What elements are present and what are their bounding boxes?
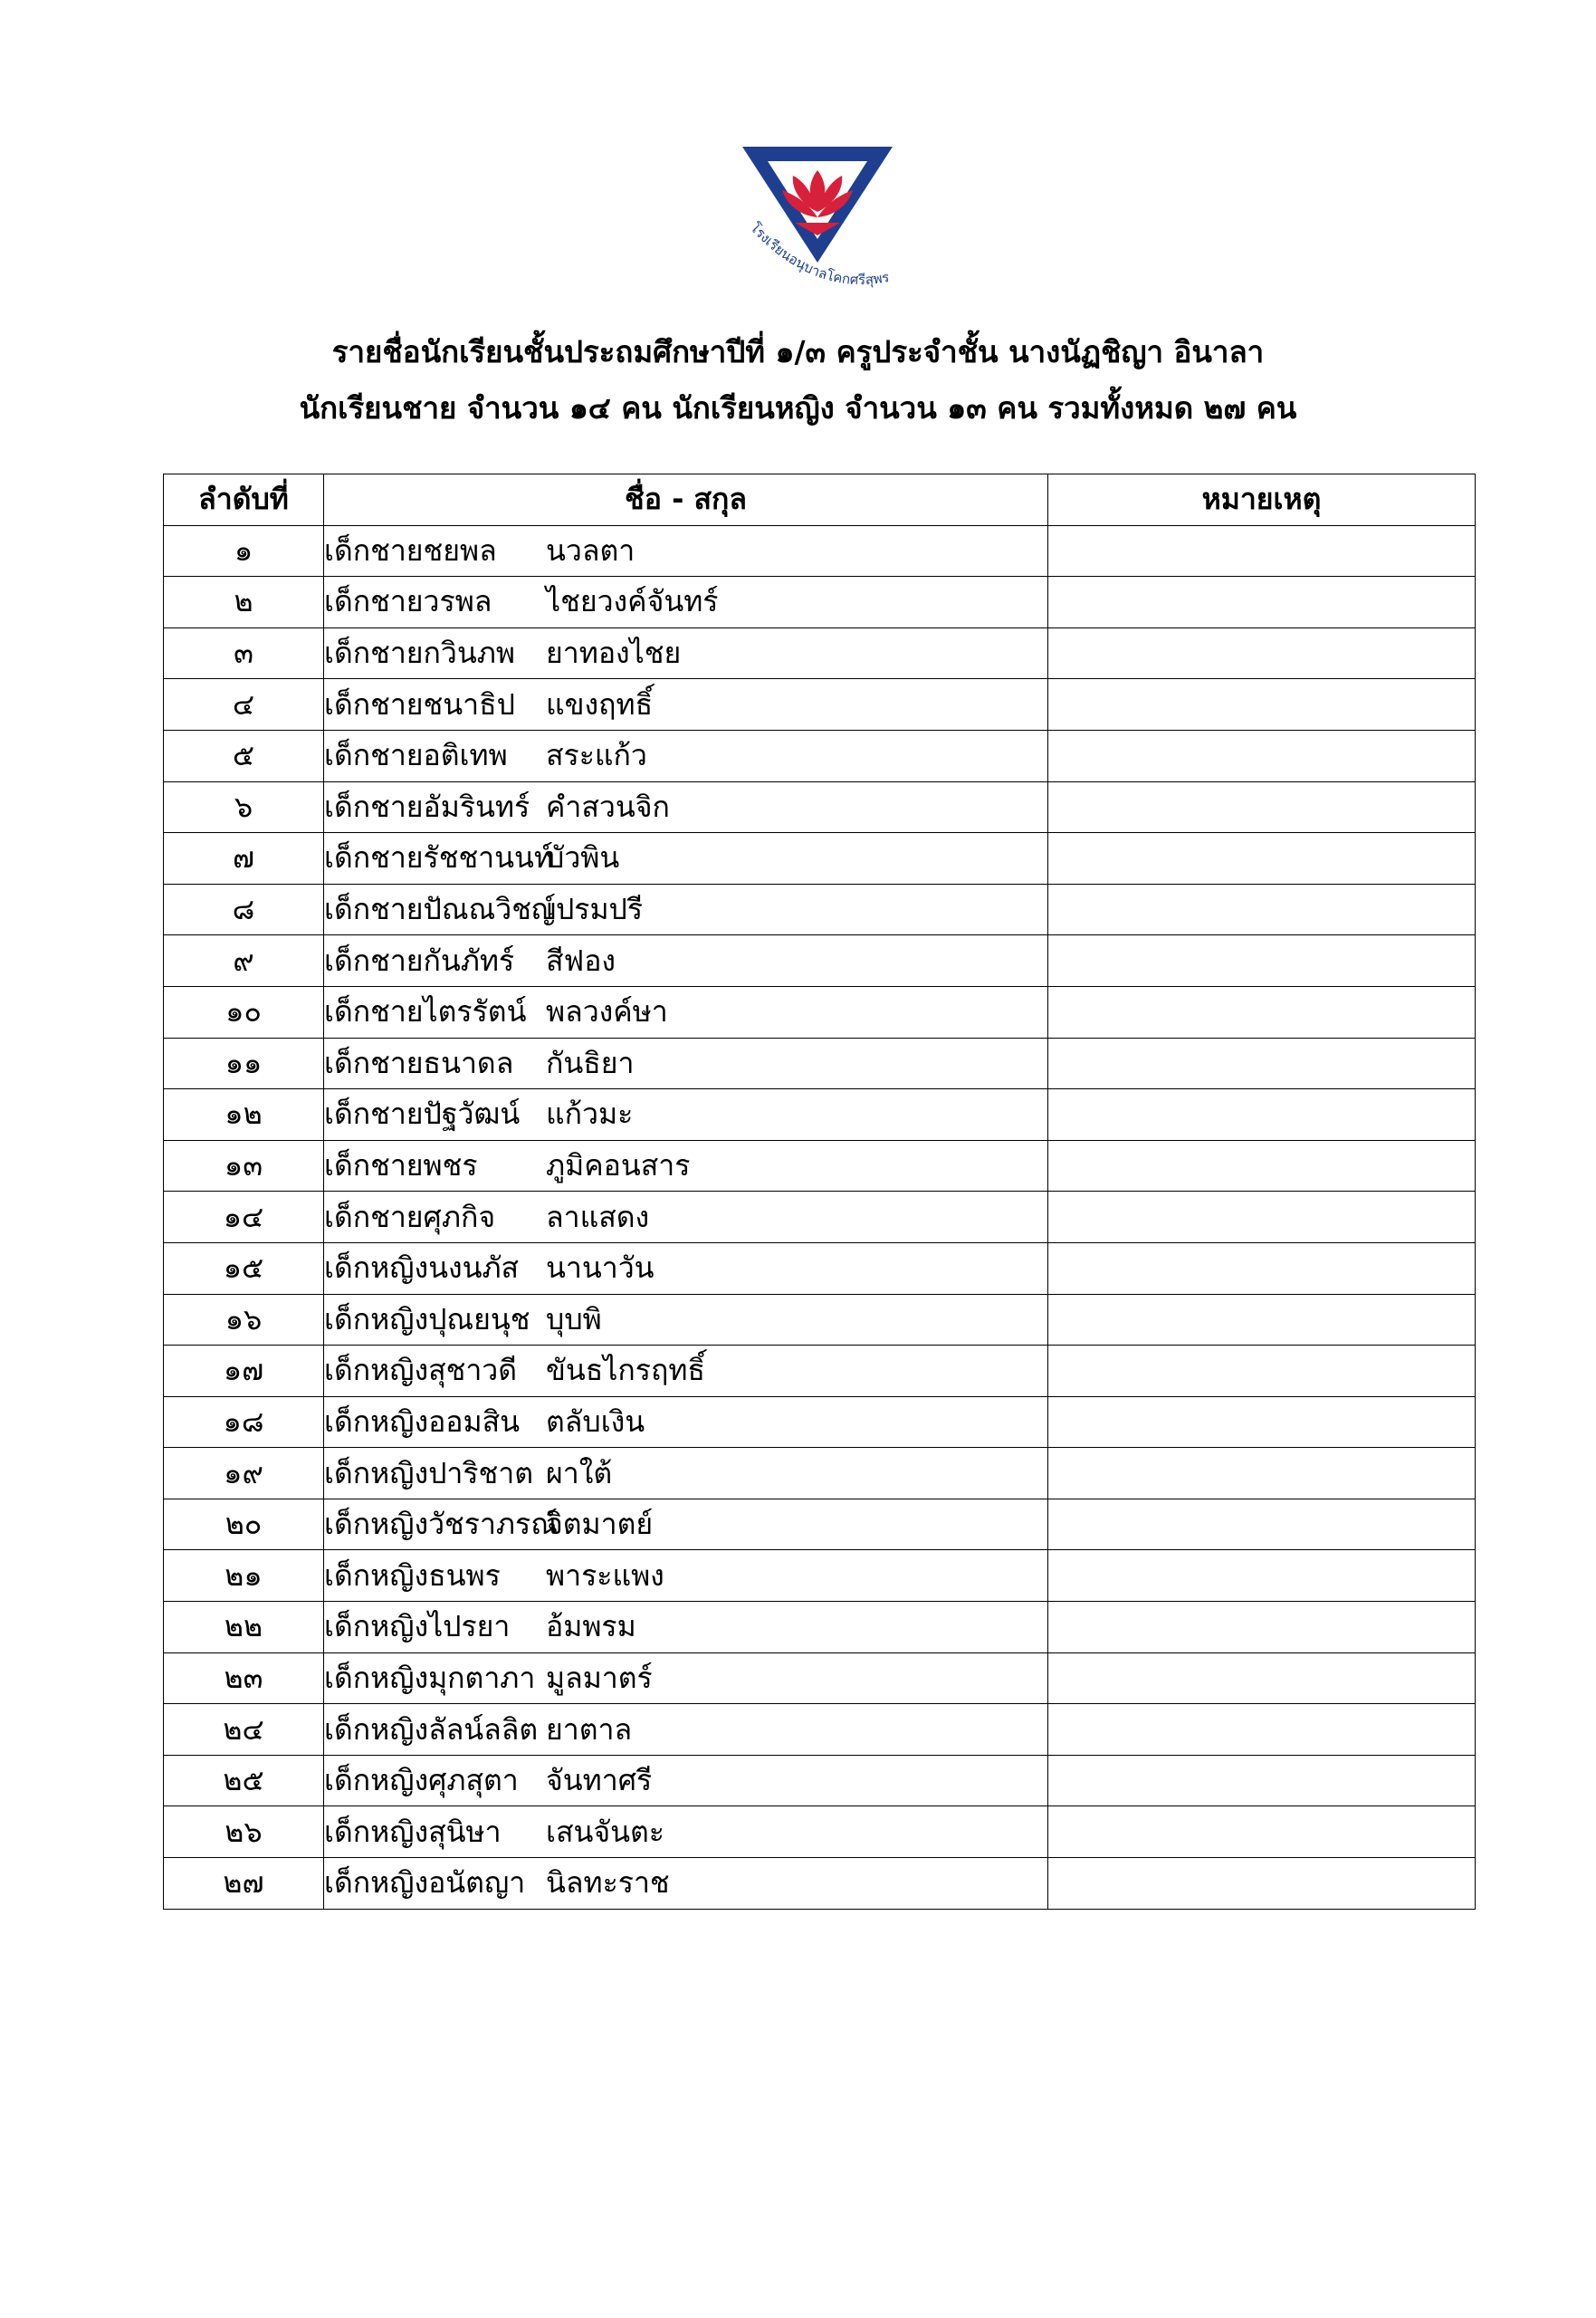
note-cell [1048, 1140, 1476, 1192]
student-surname: ขันธไกรฤทธิ์ [546, 1353, 705, 1388]
row-number: ๑๓ [164, 1140, 324, 1192]
student-surname: ผาใต้ [546, 1455, 613, 1490]
note-cell [1048, 1704, 1476, 1756]
student-name-cell [324, 1602, 1048, 1653]
student-name-cell [324, 1089, 1048, 1141]
student-surname: บัวพิน [546, 840, 620, 876]
student-surname: สระแก้ว [546, 738, 647, 773]
table-row [164, 1858, 1476, 1910]
row-number: ๑๑ [164, 1038, 324, 1089]
table-row [164, 1140, 1476, 1192]
student-name-cell [324, 986, 1048, 1038]
note-cell [1048, 1602, 1476, 1653]
student-given-name: เด็กชายรัชชานนท์ [324, 840, 553, 876]
student-given-name: เด็กหญิงสุนิษา [324, 1814, 502, 1849]
row-number: ๑๒ [164, 1089, 324, 1141]
row-number: ๖ [164, 781, 324, 833]
student-surname: ภูมิคอนสาร [546, 1148, 691, 1183]
student-given-name: เด็กหญิงธนพร [324, 1557, 501, 1593]
student-given-name: เด็กชายกวินภพ [324, 636, 515, 671]
note-cell [1048, 1294, 1476, 1346]
student-name-cell [324, 1858, 1048, 1910]
student-name-cell [324, 1242, 1048, 1294]
table-row [164, 1499, 1476, 1550]
student-given-name: เด็กหญิงนงนภัส [324, 1250, 520, 1286]
student-given-name: เด็กหญิงออมสิน [324, 1403, 521, 1439]
table-row [164, 1192, 1476, 1243]
table-row [164, 1294, 1476, 1346]
logo-text: โรงเรียนอนุบาลโคกศรีสุพร [747, 219, 891, 289]
note-cell [1048, 577, 1476, 628]
student-surname: คำสวนจิก [546, 789, 670, 824]
student-surname: เปรมปรี [546, 892, 644, 927]
student-roster-table [163, 474, 1476, 1910]
table-row [164, 884, 1476, 935]
student-surname: นิลทะราช [546, 1865, 670, 1901]
table-row [164, 1346, 1476, 1397]
note-cell [1048, 884, 1476, 935]
note-cell [1048, 781, 1476, 833]
student-given-name: เด็กหญิงศุภสุตา [324, 1763, 519, 1798]
student-given-name: เด็กชายปัณณวิชญ์ [324, 892, 557, 927]
table-row [164, 1089, 1476, 1141]
row-number: ๔ [164, 679, 324, 731]
note-cell [1048, 1550, 1476, 1602]
student-surname: ไชยวงค์จันทร์ [546, 584, 719, 619]
column-header-note: หมายเหตุ [1048, 474, 1476, 526]
student-surname: แก้วมะ [546, 1097, 634, 1132]
student-surname: กันธิยา [546, 1045, 635, 1080]
student-given-name: เด็กชายวรพล [324, 584, 492, 619]
student-name-cell [324, 1652, 1048, 1704]
row-number: ๒๖ [164, 1806, 324, 1858]
student-given-name: เด็กหญิงปาริชาต [324, 1455, 534, 1490]
note-cell [1048, 525, 1476, 577]
note-cell [1048, 1242, 1476, 1294]
student-name-cell [324, 577, 1048, 628]
row-number: ๗ [164, 833, 324, 885]
student-name-cell [324, 1038, 1048, 1089]
table-header-row [164, 474, 1476, 526]
column-header-name: ชื่อ - สกุล [324, 474, 1048, 526]
row-number: ๒๐ [164, 1499, 324, 1550]
note-cell [1048, 986, 1476, 1038]
student-name-cell [324, 1704, 1048, 1756]
row-number: ๒๒ [164, 1602, 324, 1653]
student-name-cell [324, 627, 1048, 679]
row-number: ๒๔ [164, 1704, 324, 1756]
student-surname: จิตมาตย์ [546, 1507, 654, 1542]
row-number: ๙ [164, 935, 324, 987]
student-surname: พาระแพง [546, 1557, 664, 1593]
note-cell [1048, 1858, 1476, 1910]
student-name-cell [324, 1448, 1048, 1499]
table-row [164, 577, 1476, 628]
student-surname: นวลตา [546, 532, 636, 568]
table-row [164, 525, 1476, 577]
table-row [164, 1704, 1476, 1756]
table-row [164, 1038, 1476, 1089]
student-given-name: เด็กหญิงอนัตญา [324, 1865, 526, 1901]
table-row [164, 627, 1476, 679]
student-name-cell [324, 884, 1048, 935]
table-row [164, 1755, 1476, 1806]
note-cell [1048, 1038, 1476, 1089]
row-number: ๒๑ [164, 1550, 324, 1602]
note-cell [1048, 1806, 1476, 1858]
note-cell [1048, 1499, 1476, 1550]
table-row [164, 1806, 1476, 1858]
row-number: ๑๗ [164, 1346, 324, 1397]
student-given-name: เด็กชายปัฐวัฒน์ [324, 1097, 521, 1132]
student-given-name: เด็กหญิงวัชราภรณ์ [324, 1507, 558, 1542]
student-given-name: เด็กชายอติเทพ [324, 738, 508, 773]
student-name-cell [324, 1192, 1048, 1243]
note-cell [1048, 627, 1476, 679]
student-name-cell [324, 1806, 1048, 1858]
student-surname: จันทาศรี [546, 1763, 653, 1798]
row-number: ๑๖ [164, 1294, 324, 1346]
table-row [164, 935, 1476, 987]
table-body [164, 525, 1476, 1909]
student-given-name: เด็กชายธนาดล [324, 1045, 514, 1080]
student-name-cell [324, 1550, 1048, 1602]
note-cell [1048, 1652, 1476, 1704]
table-row [164, 730, 1476, 781]
row-number: ๒๕ [164, 1755, 324, 1806]
student-name-cell [324, 1755, 1048, 1806]
student-name-cell [324, 1499, 1048, 1550]
note-cell [1048, 679, 1476, 731]
note-cell [1048, 1089, 1476, 1141]
table-row [164, 1602, 1476, 1653]
row-number: ๑๘ [164, 1396, 324, 1448]
row-number: ๓ [164, 627, 324, 679]
student-given-name: เด็กหญิงปุณยนุช [324, 1301, 530, 1336]
student-given-name: เด็กชายไตรรัตน์ [324, 994, 527, 1030]
student-surname: ยาทองไชย [546, 636, 682, 671]
note-cell [1048, 1448, 1476, 1499]
school-logo [731, 145, 913, 308]
page-title: รายชื่อนักเรียนชั้นประถมศึกษาปีที่ ๑/๓ ครูประจำชั้น นางนัฏชิญา อินาลา [331, 334, 1265, 369]
student-surname: ลาแสดง [546, 1199, 650, 1234]
student-name-cell [324, 679, 1048, 731]
row-number: ๑๔ [164, 1192, 324, 1243]
table-row [164, 1448, 1476, 1499]
row-number: ๑๕ [164, 1242, 324, 1294]
row-number: ๘ [164, 884, 324, 935]
note-cell [1048, 1346, 1476, 1397]
row-number: ๑๙ [164, 1448, 324, 1499]
student-name-cell [324, 833, 1048, 885]
table-row [164, 679, 1476, 731]
student-surname: มูลมาตร์ [546, 1660, 653, 1695]
student-surname: ตลับเงิน [546, 1403, 645, 1439]
school-logo-emblem-icon [731, 145, 913, 308]
note-cell [1048, 1755, 1476, 1806]
student-given-name: เด็กหญิงไปรยา [324, 1609, 511, 1644]
table-row [164, 1242, 1476, 1294]
student-surname: พลวงค์ษา [546, 994, 668, 1030]
table-row [164, 1550, 1476, 1602]
student-name-cell [324, 1140, 1048, 1192]
student-surname: อ้มพรม [546, 1609, 636, 1644]
student-name-cell [324, 1346, 1048, 1397]
row-number: ๑ [164, 525, 324, 577]
row-number: ๒๗ [164, 1858, 324, 1910]
student-given-name: เด็กชายอัมรินทร์ [324, 789, 530, 824]
student-name-cell [324, 1294, 1048, 1346]
student-name-cell [324, 781, 1048, 833]
student-given-name: เด็กชายชนาธิป [324, 686, 515, 722]
note-cell [1048, 1396, 1476, 1448]
table-row [164, 833, 1476, 885]
column-header-number: ลำดับที่ [164, 474, 324, 526]
row-number: ๒๓ [164, 1652, 324, 1704]
student-given-name: เด็กหญิงมุกตาภา [324, 1660, 536, 1695]
table-row [164, 1396, 1476, 1448]
row-number: ๒ [164, 577, 324, 628]
student-surname: เสนจันตะ [546, 1814, 664, 1849]
student-name-cell [324, 1396, 1048, 1448]
student-name-cell [324, 935, 1048, 987]
student-surname: สีฟอง [546, 943, 616, 978]
table-row [164, 781, 1476, 833]
student-name-cell [324, 730, 1048, 781]
student-surname: แขงฤทธิ์ [546, 686, 654, 722]
student-given-name: เด็กชายพชร [324, 1148, 478, 1183]
student-surname: บุบพิ [546, 1301, 602, 1336]
table-row [164, 986, 1476, 1038]
student-given-name: เด็กชายกันภัทร์ [324, 943, 515, 978]
note-cell [1048, 935, 1476, 987]
table-row [164, 1652, 1476, 1704]
row-number: ๕ [164, 730, 324, 781]
student-surname: ยาตาล [546, 1711, 633, 1747]
note-cell [1048, 730, 1476, 781]
student-name-cell [324, 525, 1048, 577]
note-cell [1048, 833, 1476, 885]
student-given-name: เด็กหญิงลัลน์ลลิต [324, 1711, 539, 1747]
student-given-name: เด็กชายศุภกิจ [324, 1199, 496, 1234]
student-given-name: เด็กหญิงสุชาวดี [324, 1353, 518, 1388]
note-cell [1048, 1192, 1476, 1243]
student-surname: นานาวัน [546, 1250, 655, 1286]
row-number: ๑๐ [164, 986, 324, 1038]
page-subtitle: นักเรียนชาย จำนวน ๑๔ คน นักเรียนหญิง จำนวน ๑๓ คน รวมทั้งหมด ๒๗ คน [299, 390, 1297, 426]
student-given-name: เด็กชายชยพล [324, 532, 497, 568]
